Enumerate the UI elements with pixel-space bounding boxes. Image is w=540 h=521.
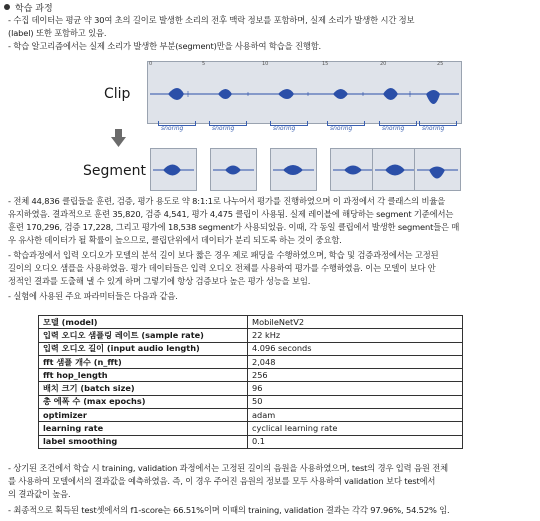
footer-line: 를 사용하여 모델에서의 결과값을 예측하였음. 즉, 이 경우 주어진 음원의 정보를 모두 사용하여 validation 보다 test에서	[8, 476, 436, 486]
time-ruler	[147, 60, 462, 69]
waveform-icon	[148, 62, 461, 123]
param-key: 입력 오디오 샘플링 레이트 (sample rate)	[39, 329, 248, 342]
table-row	[39, 355, 463, 368]
body-line: 유지하였음. 결과적으로 훈련 35,820, 검증 4,541, 평가 4,475 클립이 사용됨. 실제 레이블에 해당하는 segment 기준에서는	[8, 209, 454, 219]
param-value: 96	[248, 382, 463, 395]
segment-waveform	[414, 148, 461, 191]
body-line: 정적인 결과를 도출해 낼 수 있게 하며 그렇기에 항상 검증보다 높은 평가 성능을 보임.	[8, 276, 311, 286]
body-line: 우 유사한 데이터가 될 확률이 높으므로, 클립단위에서 데이터가 분리 되도록 하는 것이 중요함.	[8, 235, 342, 245]
footer-line: - 상기된 조건에서 학습 시 training, validation 과정에서는 고정된 길이의 음원을 사용하였으며, test의 경우 입력 음원 전체	[8, 463, 448, 473]
ruler-tick: 10	[262, 61, 269, 67]
clip-label: Clip	[104, 86, 131, 102]
param-value: 2,048	[248, 355, 463, 368]
segment-waveform	[210, 148, 257, 191]
ruler-tick: 5	[202, 61, 206, 67]
param-key: label smoothing	[39, 435, 248, 448]
param-value: cyclical learning rate	[248, 422, 463, 435]
ruler-tick: 20	[380, 61, 387, 67]
snore-label: snoring	[161, 125, 184, 132]
param-value: MobileNetV2	[248, 316, 463, 329]
body-line: 길이의 오디오 샘플을 사용하였음. 평가 데이터들은 입력 오디오 전체를 사용하여 평가를 수행하였음. 이는 모델이 보다 안	[8, 263, 436, 273]
table-row	[39, 435, 463, 448]
ruler-tick: 15	[322, 61, 329, 67]
param-value: adam	[248, 409, 463, 422]
body-line: - 전체 44,836 클립들을 훈련, 검증, 평가 용도로 약 8:1:1로 나누어서 평가를 진행하였으며 이 과정에서 각 클래스의 비율을	[8, 196, 446, 206]
down-arrow-icon	[111, 129, 127, 149]
param-key: fft 샘플 개수 (n_fft)	[39, 355, 248, 368]
param-key: learning rate	[39, 422, 248, 435]
ruler-tick: 25	[437, 61, 444, 67]
snore-label: snoring	[422, 125, 445, 132]
clip-waveform	[147, 61, 462, 124]
bullet-icon	[4, 4, 10, 10]
intro-line: - 학습 알고리즘에서는 실제 소리가 발생한 부분(segment)만을 사용하여 학습을 진행함.	[8, 41, 322, 51]
ruler-tick: 0	[149, 61, 153, 67]
footer-line: 의 결과값이 높음.	[8, 489, 71, 499]
segment-waveform	[372, 148, 419, 191]
table-row	[39, 329, 463, 342]
table-row	[39, 395, 463, 408]
param-value: 4.096 seconds	[248, 342, 463, 355]
body-line: 훈련 170,296, 검증 17,228, 그리고 평가에 18,538 segment가 사용되었음. 이때, 각 동일 클립에서 발생한 segment들은 매	[8, 222, 460, 232]
snore-label: snoring	[212, 125, 235, 132]
intro-line: (label) 또한 포함하고 있음.	[8, 28, 107, 38]
segment-label: Segment	[83, 163, 146, 179]
table-row	[39, 316, 463, 329]
param-key: 모델 (model)	[39, 316, 248, 329]
table-row	[39, 342, 463, 355]
intro-line: - 수집 데이터는 평균 약 30여 초의 길이로 발생한 소리의 전후 맥락 정보를 포함하며, 실제 소리가 발생한 시간 정보	[8, 15, 415, 25]
segment-waveform	[330, 148, 377, 191]
snore-label: snoring	[382, 125, 405, 132]
footer-line: - 최종적으로 획득된 test셋에서의 f1-score는 66.51%이며 이때의 training, validation 결과는 각각 97.96%, 54.52% 임.	[8, 505, 450, 515]
segment-waveform	[150, 148, 197, 191]
table-row	[39, 382, 463, 395]
section-title: 학습 과정	[15, 4, 53, 14]
snore-label: snoring	[273, 125, 296, 132]
section-heading	[4, 1, 53, 14]
param-key: 총 에폭 수 (max epochs)	[39, 395, 248, 408]
param-key: 입력 오디오 길이 (input audio length)	[39, 342, 248, 355]
segment-waveform	[270, 148, 317, 191]
param-value: 0.1	[248, 435, 463, 448]
param-value: 256	[248, 369, 463, 382]
body-line: - 실험에 사용된 주요 파라미터들은 다음과 같음.	[8, 291, 178, 301]
body-line: - 학습과정에서 입력 오디오가 모델의 분석 길이 보다 짧은 경우 제로 패딩을 수행하였으며, 학습 및 검증과정에서는 고정된	[8, 250, 439, 260]
param-key: fft hop_length	[39, 369, 248, 382]
param-key: 배치 크기 (batch size)	[39, 382, 248, 395]
table-row	[39, 409, 463, 422]
table-row	[39, 369, 463, 382]
table-row	[39, 422, 463, 435]
snore-label: snoring	[330, 125, 353, 132]
param-value: 22 kHz	[248, 329, 463, 342]
parameter-table	[38, 315, 463, 449]
param-value: 50	[248, 395, 463, 408]
param-key: optimizer	[39, 409, 248, 422]
